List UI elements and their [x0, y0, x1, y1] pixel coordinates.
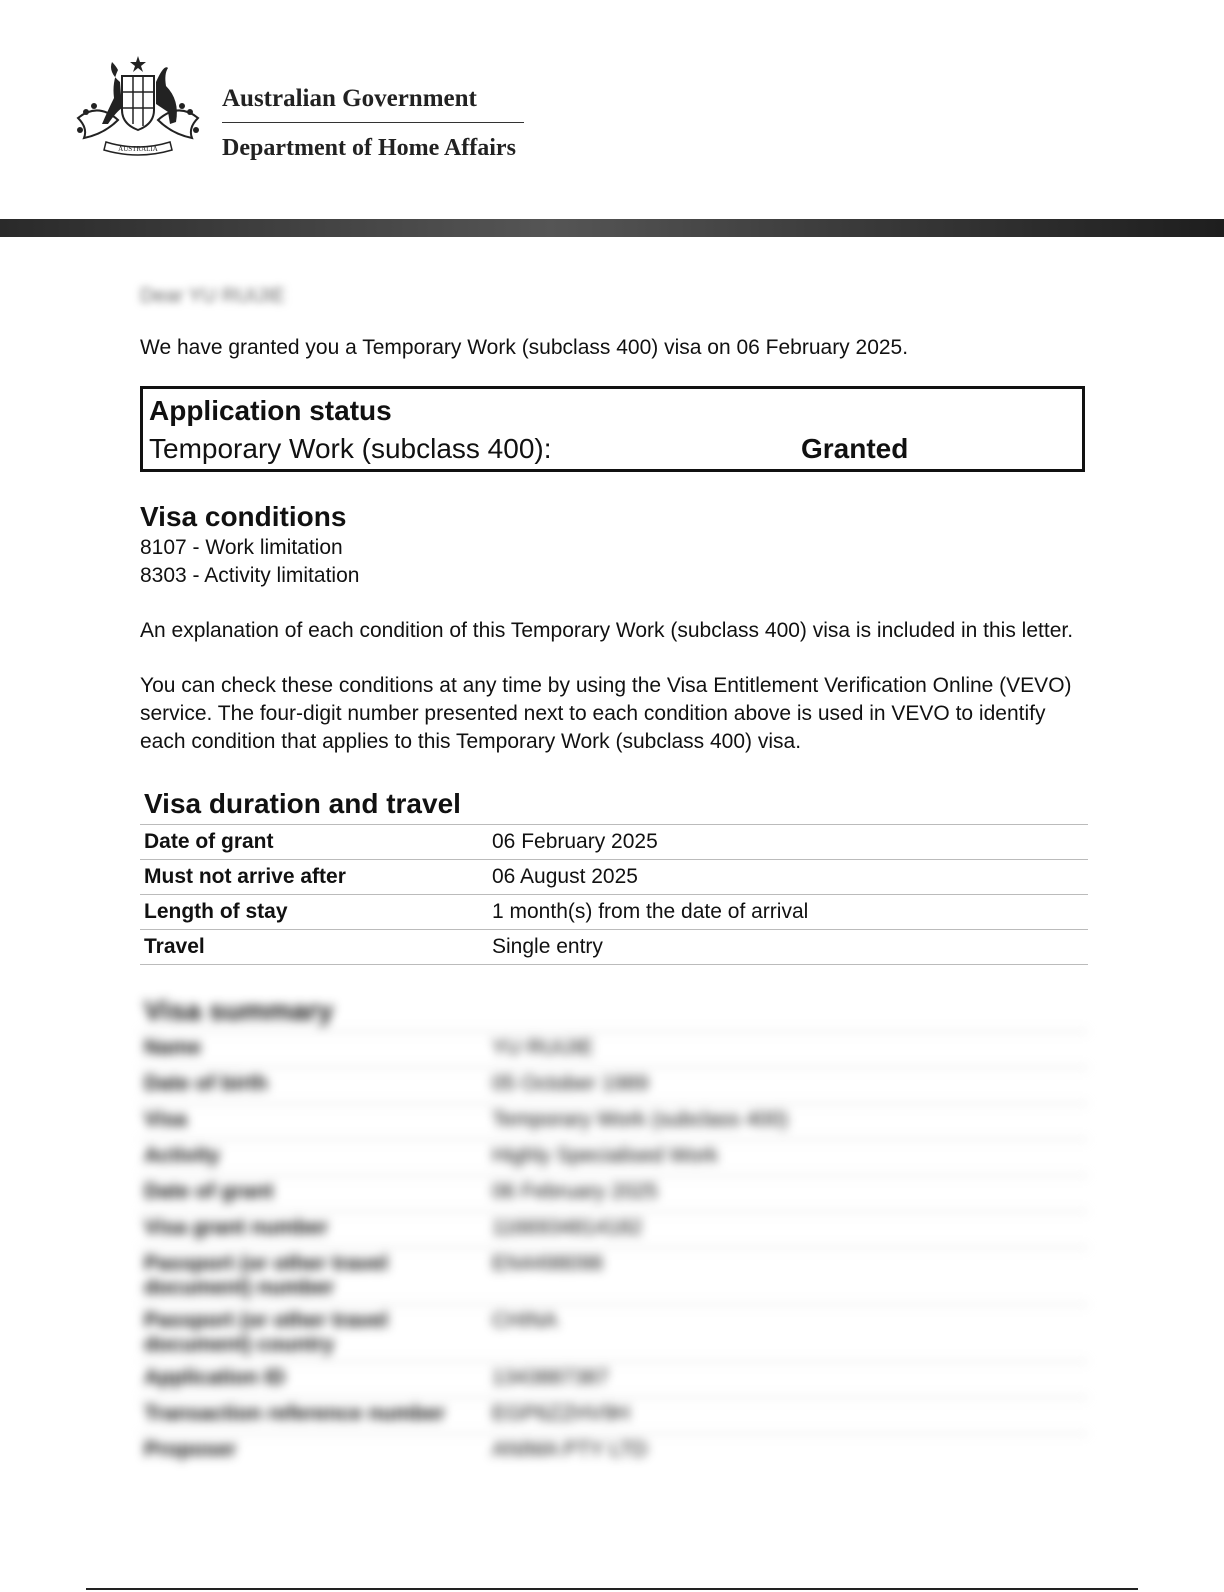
table-row — [140, 1434, 1088, 1470]
header-band — [0, 219, 1224, 237]
application-status-box — [140, 386, 1085, 472]
row-key: Visa — [140, 1104, 488, 1140]
table-row — [140, 1068, 1088, 1104]
row-value: ANIMA PTY LTD — [488, 1434, 1088, 1470]
status-value: Granted — [801, 433, 909, 464]
table-row — [140, 1140, 1088, 1176]
table-row — [140, 1032, 1088, 1068]
condition-item: 8107 - Work limitation — [140, 536, 343, 559]
row-key: Length of stay — [140, 895, 488, 930]
row-key: Travel — [140, 930, 488, 965]
table-row — [140, 860, 1088, 895]
conditions-title: Visa conditions — [140, 501, 347, 532]
row-key: Date of birth — [140, 1068, 488, 1104]
row-value: CHINA — [488, 1305, 1088, 1362]
row-value: 1343887387 — [488, 1362, 1088, 1398]
row-value: EN4498098 — [488, 1248, 1088, 1305]
letterhead — [0, 0, 1224, 240]
conditions-explanation: An explanation of each condition of this Temporary Work (subclass 400) visa is included in this letter. — [140, 619, 1074, 642]
table-row — [140, 1176, 1088, 1212]
table-row — [140, 1248, 1088, 1305]
coat-of-arms-icon — [68, 52, 208, 160]
duration-table — [140, 824, 1088, 965]
grant-intro: We have granted you a Temporary Work (subclass 400) visa on 06 February 2025. — [140, 336, 909, 359]
row-key: Activity — [140, 1140, 488, 1176]
row-key: Date of grant — [140, 825, 488, 860]
row-key: Date of grant — [140, 1176, 488, 1212]
row-value: Single entry — [488, 930, 1088, 965]
row-value: Temporary Work (subclass 400) — [488, 1104, 1088, 1140]
table-row — [140, 1398, 1088, 1434]
row-value: EGP6ZZHV9H — [488, 1398, 1088, 1434]
summary-table — [140, 1031, 1088, 1469]
crest-scroll-label: AUSTRALIA — [118, 145, 158, 153]
row-key: Passport (or other travel document) number — [140, 1248, 488, 1305]
row-key: Must not arrive after — [140, 860, 488, 895]
row-key: Transaction reference number — [140, 1398, 488, 1434]
row-value: 06 February 2025 — [488, 1176, 1088, 1212]
table-row — [140, 825, 1088, 860]
letter-body — [140, 280, 1085, 1469]
table-row — [140, 1212, 1088, 1248]
table-row — [140, 1104, 1088, 1140]
row-value: 06 August 2025 — [488, 860, 1088, 895]
department-name: Department of Home Affairs — [222, 135, 516, 161]
visa-summary-redacted — [140, 991, 1085, 1469]
table-row — [140, 895, 1088, 930]
table-row — [140, 1305, 1088, 1362]
status-title: Application status — [149, 395, 392, 426]
salutation: Dear YU RUIJIE — [140, 285, 286, 307]
status-row — [149, 429, 1076, 469]
row-value: 1166934814182 — [488, 1212, 1088, 1248]
row-key: Proposer — [140, 1434, 488, 1470]
duration-title: Visa duration and travel — [144, 788, 461, 819]
status-label: Temporary Work (subclass 400): — [149, 433, 552, 464]
summary-title: Visa summary — [144, 995, 334, 1026]
row-value: 06 February 2025 — [488, 825, 1088, 860]
agency-name — [222, 84, 524, 163]
footer-divider — [86, 1588, 1138, 1590]
government-name: Australian Government — [222, 84, 524, 123]
row-key: Application ID — [140, 1362, 488, 1398]
table-row — [140, 1362, 1088, 1398]
row-key: Passport (or other travel document) country — [140, 1305, 488, 1362]
vevo-paragraph: You can check these conditions at any time by using the Visa Entitlement Verification Online (VEVO) service. The four-digit number presented next to each condition above is used in VEVO to identify each condition that applies to this Temporary Work (subclass 400) visa. — [140, 674, 1072, 753]
row-value: Highly Specialised Work — [488, 1140, 1088, 1176]
row-value: 1 month(s) from the date of arrival — [488, 895, 1088, 930]
row-key: Visa grant number — [140, 1212, 488, 1248]
row-key: Name — [140, 1032, 488, 1068]
row-value: YU RUIJIE — [488, 1032, 1088, 1068]
table-row — [140, 930, 1088, 965]
condition-item: 8303 - Activity limitation — [140, 564, 360, 587]
row-value: 05 October 1989 — [488, 1068, 1088, 1104]
